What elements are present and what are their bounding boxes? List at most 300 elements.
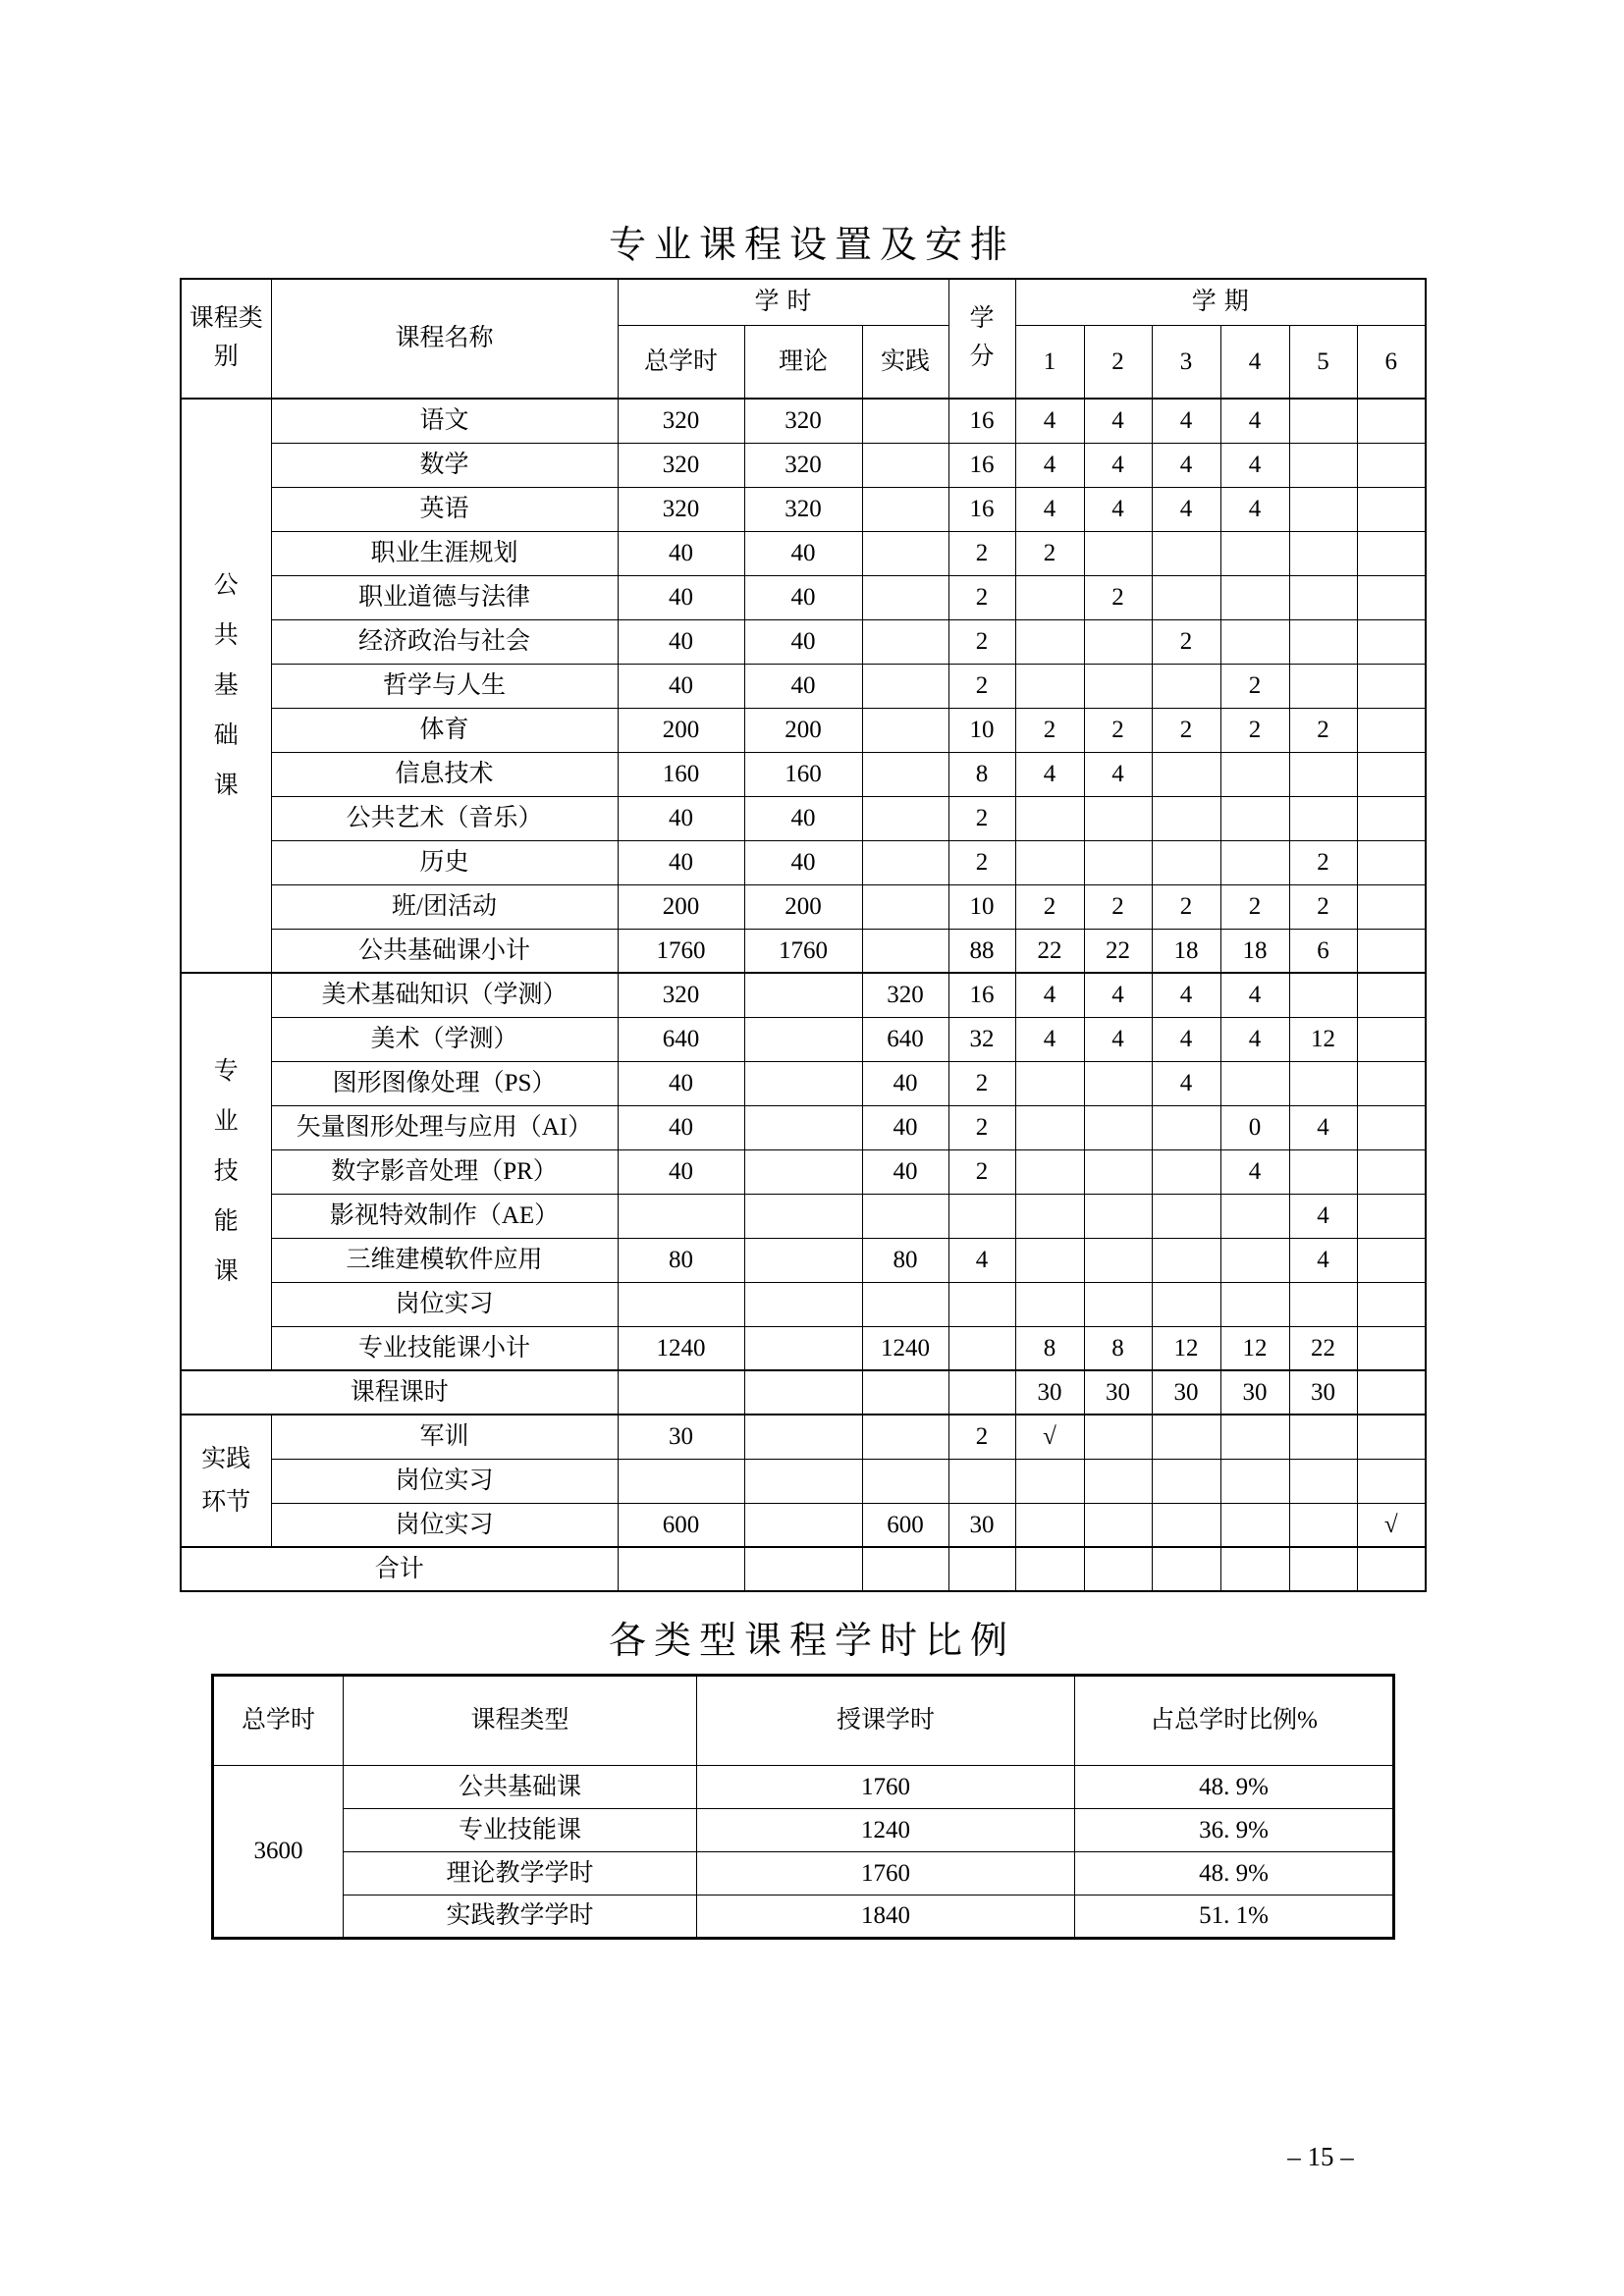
header-cell-teaching-hours: 授课学时 [697,1676,1075,1766]
cell-total-hours [618,1370,744,1415]
cell-theory-hours: 40 [744,531,862,575]
cell-course-name: 信息技术 [271,752,618,796]
cell-theory-hours [744,1503,862,1547]
table-row [181,1370,1426,1415]
header-cell-theory-hours: 理论 [744,325,862,399]
cell-semester-2: 4 [1084,443,1152,487]
header-cell-category: 课程类别 [181,279,271,399]
cell-semester-5: 2 [1289,708,1357,752]
cell-semester-4: 2 [1220,708,1289,752]
cell-total-hours: 200 [618,884,744,929]
cell-semester-5 [1289,1061,1357,1105]
cell-credits: 16 [948,487,1015,531]
cell-course-name: 影视特效制作（AE） [271,1194,618,1238]
table-row [181,487,1426,531]
cell-semester-5 [1289,1282,1357,1326]
table-row [213,1809,1394,1852]
cell-practice-hours [862,1282,948,1326]
cell-semester-6 [1357,1105,1426,1149]
cell-course-name: 语文 [271,399,618,443]
cell-theory-hours [744,1017,862,1061]
cell-course-name: 班/团活动 [271,884,618,929]
cell-total-hours: 40 [618,1149,744,1194]
cell-credits: 10 [948,708,1015,752]
cell-teaching-hours: 1760 [697,1852,1075,1896]
cell-total-hours: 40 [618,531,744,575]
cell-semester-2: 4 [1084,752,1152,796]
cell-semester-6 [1357,929,1426,973]
cell-semester-3: 2 [1152,619,1220,664]
cell-theory-hours: 40 [744,575,862,619]
cell-semester-3 [1152,1282,1220,1326]
cell-semester-3 [1152,1547,1220,1591]
cell-semester-4 [1220,1415,1289,1459]
cell-semester-5: 4 [1289,1194,1357,1238]
header-cell-semester-6: 6 [1357,325,1426,399]
cell-practice-hours [862,1459,948,1503]
cell-semester-4: 18 [1220,929,1289,973]
cell-semester-1: 30 [1015,1370,1084,1415]
cell-total-hours: 30 [618,1415,744,1459]
header-cell-semester-group: 学期 [1015,279,1426,325]
cell-theory-hours: 40 [744,840,862,884]
table-row [181,1194,1426,1238]
cell-semester-1 [1015,1194,1084,1238]
cell-semester-3 [1152,575,1220,619]
cell-course-name: 哲学与人生 [271,664,618,708]
cell-semester-6 [1357,1326,1426,1370]
cell-semester-5 [1289,752,1357,796]
header-cell-semester-5: 5 [1289,325,1357,399]
table-row [181,1415,1426,1459]
cell-credits: 2 [948,1149,1015,1194]
cell-ratio: 36. 9% [1075,1809,1394,1852]
curriculum-table-title: 专业课程设置及安排 [608,225,1015,266]
cell-semester-1 [1015,796,1084,840]
cell-semester-3: 18 [1152,929,1220,973]
cell-course-type: 实践教学学时 [344,1896,697,1939]
cell-semester-6 [1357,619,1426,664]
cell-semester-6 [1357,752,1426,796]
table-row [181,708,1426,752]
cell-course-name: 体育 [271,708,618,752]
table-row [181,1326,1426,1370]
cell-semester-4 [1220,1194,1289,1238]
cell-semester-4: 4 [1220,1149,1289,1194]
cell-credits [948,1370,1015,1415]
cell-credits: 2 [948,840,1015,884]
cell-course-name: 矢量图形处理与应用（AI） [271,1105,618,1149]
cell-semester-4 [1220,1061,1289,1105]
cell-credits: 2 [948,1415,1015,1459]
cell-credits: 2 [948,531,1015,575]
cell-semester-3: 4 [1152,1017,1220,1061]
cell-theory-hours: 200 [744,884,862,929]
cell-semester-6 [1357,1238,1426,1282]
cell-semester-3: 4 [1152,443,1220,487]
cell-total-hours: 1240 [618,1326,744,1370]
cell-credits: 4 [948,1238,1015,1282]
cell-semester-2 [1084,1415,1152,1459]
cell-semester-1: 4 [1015,487,1084,531]
cell-theory-hours: 40 [744,796,862,840]
cell-semester-3 [1152,1238,1220,1282]
cell-semester-4 [1220,1238,1289,1282]
table-row [181,664,1426,708]
table-row [181,531,1426,575]
cell-semester-2 [1084,1194,1152,1238]
cell-practice-hours [862,1194,948,1238]
cell-semester-2 [1084,664,1152,708]
cell-semester-1 [1015,1547,1084,1591]
cell-ratio: 48. 9% [1075,1852,1394,1896]
table-row [181,752,1426,796]
cell-semester-4 [1220,796,1289,840]
cell-practice-hours [862,531,948,575]
cell-course-name: 三维建模软件应用 [271,1238,618,1282]
cell-semester-4 [1220,1503,1289,1547]
table-row [181,1459,1426,1503]
cell-credits: 2 [948,619,1015,664]
cell-course-type: 理论教学学时 [344,1852,697,1896]
cell-credits: 16 [948,973,1015,1017]
cell-total-hours: 1760 [618,929,744,973]
cell-course-name: 历史 [271,840,618,884]
cell-credits: 2 [948,796,1015,840]
cell-practice-hours [862,752,948,796]
cell-theory-hours [744,1194,862,1238]
cell-semester-3: 4 [1152,399,1220,443]
cell-semester-5 [1289,1149,1357,1194]
cell-semester-6 [1357,1282,1426,1326]
cell-ratio: 48. 9% [1075,1766,1394,1809]
cell-semester-3 [1152,840,1220,884]
cell-semester-4: 4 [1220,399,1289,443]
cell-theory-hours [744,1326,862,1370]
cell-theory-hours: 320 [744,399,862,443]
cell-theory-hours [744,1282,862,1326]
cell-semester-3 [1152,796,1220,840]
cell-semester-4 [1220,1547,1289,1591]
cell-semester-5: 2 [1289,884,1357,929]
cell-semester-3 [1152,1105,1220,1149]
cell-semester-6 [1357,1370,1426,1415]
cell-semester-4 [1220,840,1289,884]
table-row [181,884,1426,929]
cell-theory-hours: 320 [744,487,862,531]
category-label: 实践 环节 [201,1445,251,1516]
cell-semester-6 [1357,575,1426,619]
cell-semester-6 [1357,840,1426,884]
cell-semester-5: 4 [1289,1238,1357,1282]
cell-semester-1 [1015,840,1084,884]
cell-semester-4 [1220,1282,1289,1326]
cell-semester-6 [1357,443,1426,487]
cell-semester-5 [1289,664,1357,708]
cell-credits: 32 [948,1017,1015,1061]
cell-semester-5: 6 [1289,929,1357,973]
cell-semester-1: 22 [1015,929,1084,973]
cell-semester-1 [1015,664,1084,708]
cell-semester-4 [1220,752,1289,796]
cell-semester-4: 2 [1220,884,1289,929]
cell-theory-hours [744,1370,862,1415]
cell-practice-hours [862,443,948,487]
cell-course-name: 数字影音处理（PR） [271,1149,618,1194]
cell-semester-3: 4 [1152,487,1220,531]
cell-semester-3 [1152,664,1220,708]
cell-semester-5 [1289,1547,1357,1591]
cell-semester-5: 2 [1289,840,1357,884]
cell-theory-hours [744,1415,862,1459]
header-cell-practice-hours: 实践 [862,325,948,399]
cell-semester-2: 30 [1084,1370,1152,1415]
table-row [181,1105,1426,1149]
cell-practice-hours [862,1415,948,1459]
cell-theory-hours: 40 [744,664,862,708]
cell-total-hours: 40 [618,1061,744,1105]
cell-practice-hours [862,929,948,973]
header-cell-semester-2: 2 [1084,325,1152,399]
cell-course-name: 岗位实习 [271,1282,618,1326]
cell-theory-hours [744,1149,862,1194]
cell-total-hours: 160 [618,752,744,796]
cell-practice-hours [862,1547,948,1591]
table-row [181,1547,1426,1591]
cell-credits [948,1326,1015,1370]
category-label: 公 共 基 础 课 [213,572,239,799]
cell-semester-1: 2 [1015,531,1084,575]
cell-semester-6 [1357,796,1426,840]
cell-theory-hours: 40 [744,619,862,664]
cell-credits: 88 [948,929,1015,973]
cell-semester-3: 4 [1152,973,1220,1017]
cell-semester-4: 4 [1220,973,1289,1017]
header-cell-hours-group: 学时 [618,279,948,325]
cell-semester-3 [1152,1459,1220,1503]
cell-semester-2 [1084,1238,1152,1282]
cell-semester-1 [1015,1282,1084,1326]
header-cell-total-hours: 总学时 [618,325,744,399]
cell-semester-6 [1357,531,1426,575]
cell-semester-6 [1357,1061,1426,1105]
cell-semester-1: 2 [1015,708,1084,752]
header-cell-course-type: 课程类型 [344,1676,697,1766]
cell-semester-5 [1289,1415,1357,1459]
table-row [213,1896,1394,1939]
cell-semester-2: 2 [1084,708,1152,752]
cell-theory-hours [744,1459,862,1503]
cell-course-name: 职业道德与法律 [271,575,618,619]
cell-course-name: 岗位实习 [271,1503,618,1547]
cell-total-hours: 40 [618,664,744,708]
cell-credits: 2 [948,575,1015,619]
cell-semester-2 [1084,1503,1152,1547]
cell-semester-6 [1357,399,1426,443]
cell-semester-2 [1084,1459,1152,1503]
cell-semester-3: 2 [1152,884,1220,929]
category-label: 专 业 技 能 课 [213,1058,239,1285]
cell-practice-hours [862,619,948,664]
cell-course-name: 图形图像处理（PS） [271,1061,618,1105]
credits-label-char2: 分 [969,344,995,370]
cell-credits: 2 [948,664,1015,708]
cell-semester-6 [1357,487,1426,531]
table-row [181,619,1426,664]
cell-ratio: 51. 1% [1075,1896,1394,1939]
cell-total-hours [618,1282,744,1326]
cell-semester-1 [1015,1105,1084,1149]
cell-theory-hours [744,973,862,1017]
cell-course-name: 英语 [271,487,618,531]
header-cell-course-name: 课程名称 [271,279,618,399]
cell-semester-2: 8 [1084,1326,1152,1370]
header-cell-semester-4: 4 [1220,325,1289,399]
cell-semester-1: 8 [1015,1326,1084,1370]
cell-credits: 30 [948,1503,1015,1547]
cell-theory-hours [744,1547,862,1591]
table-row [181,1503,1426,1547]
cell-semester-5 [1289,575,1357,619]
cell-course-name: 经济政治与社会 [271,619,618,664]
cell-semester-2 [1084,1061,1152,1105]
cell-semester-4 [1220,575,1289,619]
page-number: – 15 – [1287,2142,1354,2171]
cell-semester-1: 2 [1015,884,1084,929]
cell-total-hours: 600 [618,1503,744,1547]
cell-credits: 10 [948,884,1015,929]
cell-credits [948,1194,1015,1238]
cell-theory-hours: 160 [744,752,862,796]
hours-ratio-table [211,1674,1395,1940]
cell-semester-2 [1084,531,1152,575]
cell-semester-6 [1357,1017,1426,1061]
cell-theory-hours [744,1105,862,1149]
cell-theory-hours [744,1238,862,1282]
cell-semester-2: 4 [1084,487,1152,531]
cell-semester-5 [1289,1503,1357,1547]
cell-semester-2 [1084,1149,1152,1194]
cell-semester-2 [1084,840,1152,884]
cell-semester-2: 4 [1084,973,1152,1017]
table-row [181,1238,1426,1282]
cell-semester-6 [1357,973,1426,1017]
cell-semester-2 [1084,1282,1152,1326]
ratio-table-title: 各类型课程学时比例 [608,1621,1015,1662]
cell-total-hours: 40 [618,796,744,840]
cell-course-name: 合计 [181,1547,618,1591]
cell-semester-4: 2 [1220,664,1289,708]
cell-semester-6 [1357,1459,1426,1503]
cell-semester-5 [1289,487,1357,531]
cell-semester-1: 4 [1015,399,1084,443]
cell-total-hours: 320 [618,399,744,443]
cell-semester-5: 4 [1289,1105,1357,1149]
cell-practice-hours: 600 [862,1503,948,1547]
cell-semester-3: 2 [1152,708,1220,752]
table-header-row [181,279,1426,325]
curriculum-table [180,278,1427,1592]
cell-semester-2 [1084,619,1152,664]
table-row [181,1017,1426,1061]
cell-semester-1 [1015,1503,1084,1547]
cell-semester-5 [1289,443,1357,487]
cell-semester-6 [1357,664,1426,708]
table-row [181,973,1426,1017]
cell-practice-hours: 1240 [862,1326,948,1370]
header-cell-credits [948,279,1015,399]
cell-semester-4: 12 [1220,1326,1289,1370]
header-cell-semester-3: 3 [1152,325,1220,399]
cell-semester-6 [1357,1194,1426,1238]
cell-semester-6 [1357,1149,1426,1194]
cell-semester-4: 4 [1220,1017,1289,1061]
cell-semester-1: 4 [1015,443,1084,487]
cell-credits: 2 [948,1061,1015,1105]
cell-total-hours: 80 [618,1238,744,1282]
table-row [181,796,1426,840]
cell-semester-1: 4 [1015,752,1084,796]
cell-semester-3 [1152,1149,1220,1194]
cell-semester-3: 12 [1152,1326,1220,1370]
cell-practice-hours [862,399,948,443]
cell-semester-1: √ [1015,1415,1084,1459]
table-row [181,575,1426,619]
cell-practice-hours: 40 [862,1061,948,1105]
cell-semester-3 [1152,1194,1220,1238]
cell-total-hours: 320 [618,973,744,1017]
cell-total-hours: 40 [618,1105,744,1149]
cell-semester-2: 4 [1084,399,1152,443]
cell-semester-2: 4 [1084,1017,1152,1061]
ratio-header-row [213,1676,1394,1766]
cell-semester-3 [1152,531,1220,575]
cell-semester-5: 30 [1289,1370,1357,1415]
cell-semester-4: 4 [1220,443,1289,487]
table-row [181,443,1426,487]
cell-course-name: 岗位实习 [271,1459,618,1503]
cell-total-hours [618,1547,744,1591]
cell-semester-5: 22 [1289,1326,1357,1370]
cell-course-name: 军训 [271,1415,618,1459]
cell-semester-3: 4 [1152,1061,1220,1105]
cell-total-hours [618,1194,744,1238]
cell-semester-2 [1084,796,1152,840]
cell-total-hours: 640 [618,1017,744,1061]
cell-credits [948,1282,1015,1326]
cell-semester-6: √ [1357,1503,1426,1547]
cell-course-name: 美术基础知识（学测） [271,973,618,1017]
cell-semester-5 [1289,796,1357,840]
cell-teaching-hours: 1840 [697,1896,1075,1939]
cell-total-hours: 200 [618,708,744,752]
cell-credits [948,1547,1015,1591]
cell-semester-6 [1357,884,1426,929]
cell-semester-5 [1289,619,1357,664]
cell-course-name: 数学 [271,443,618,487]
cell-total-hours: 40 [618,619,744,664]
cell-teaching-hours: 1760 [697,1766,1075,1809]
cell-semester-1 [1015,1149,1084,1194]
cell-semester-3: 30 [1152,1370,1220,1415]
cell-total-hours: 40 [618,575,744,619]
cell-semester-4: 4 [1220,487,1289,531]
cell-semester-2: 2 [1084,575,1152,619]
cell-semester-2: 2 [1084,884,1152,929]
table-row [181,929,1426,973]
cell-practice-hours [862,1370,948,1415]
header-cell-total: 总学时 [213,1676,344,1766]
